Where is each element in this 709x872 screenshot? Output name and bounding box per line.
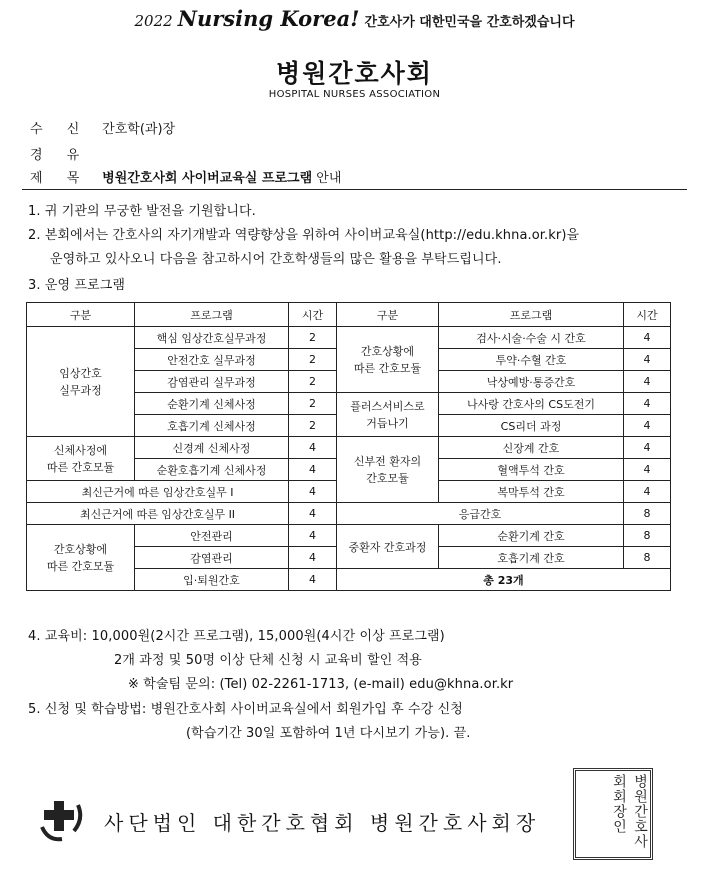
banner-slogan: 간호사가 대한민국을 간호하겠습니다 xyxy=(364,15,575,30)
hours-cell: 4 xyxy=(624,437,671,459)
paragraph-2b: 운영하고 있사오니 다음을 참고하시어 간호학생들의 많은 활용을 부탁드립니다. xyxy=(50,252,502,267)
program-cell: 안전간호 실무과정 xyxy=(135,349,289,371)
program-cell: 투약·수혈 간호 xyxy=(439,349,624,371)
table-row xyxy=(27,437,671,459)
paragraph-1: 1. 귀 기관의 무궁한 발전을 기원합니다. xyxy=(28,204,256,219)
recipient-label: 수 신 xyxy=(30,122,90,137)
association-logo-icon xyxy=(38,797,84,843)
category-cell: 플러스서비스로 거듭나기 xyxy=(337,393,439,437)
paragraph-3: 3. 운영 프로그램 xyxy=(28,278,126,293)
header-hours: 시간 xyxy=(624,303,671,327)
header-category: 구분 xyxy=(27,303,135,327)
hours-cell: 8 xyxy=(624,503,671,525)
via-row xyxy=(30,144,98,163)
program-cell: 감염관리 실무과정 xyxy=(135,371,289,393)
program-cell: 신경계 신체사정 xyxy=(135,437,289,459)
banner-script: Nursing Korea! xyxy=(177,6,360,31)
hours-cell: 4 xyxy=(289,547,337,569)
program-cell: 신장계 간호 xyxy=(439,437,624,459)
table-header-row xyxy=(27,303,671,327)
hours-cell: 4 xyxy=(624,327,671,349)
apply-line-2: (학습기간 30일 포함하여 1년 다시보기 가능). 끝. xyxy=(186,726,471,741)
program-cell: 응급간호 xyxy=(337,503,624,525)
slogan-banner xyxy=(0,6,709,31)
program-cell: CS리더 과정 xyxy=(439,415,624,437)
via-label: 경 유 xyxy=(30,148,90,163)
fee-line-3: ※ 학술팀 문의: (Tel) 02-2261-1713, (e-mail) edu@khna.or.kr xyxy=(128,677,514,692)
hours-cell: 4 xyxy=(624,481,671,503)
program-cell: 최신근거에 따른 임상간호실무 I xyxy=(27,481,289,503)
divider xyxy=(22,189,687,190)
banner-year: 2022 xyxy=(134,12,173,30)
header-program: 프로그램 xyxy=(439,303,624,327)
seal-text: 병원간호사회회장인 xyxy=(611,774,648,849)
fee-line-1: 4. 교육비: 10,000원(2시간 프로그램), 15,000원(4시간 이상 프로그램) xyxy=(28,629,445,644)
program-cell: 호흡기계 신체사정 xyxy=(135,415,289,437)
program-cell: 호흡기계 간호 xyxy=(439,547,624,569)
hours-cell: 4 xyxy=(289,437,337,459)
hours-cell: 4 xyxy=(289,569,337,591)
hours-cell: 4 xyxy=(289,481,337,503)
official-seal xyxy=(573,768,653,860)
category-cell: 중환자 간호과정 xyxy=(337,525,439,569)
org-english: HOSPITAL NURSES ASSOCIATION xyxy=(268,89,441,100)
program-cell: 핵심 임상간호실무과정 xyxy=(135,327,289,349)
category-cell: 임상간호 실무과정 xyxy=(27,327,135,437)
hours-cell: 8 xyxy=(624,525,671,547)
hours-cell: 4 xyxy=(289,525,337,547)
hours-cell: 4 xyxy=(624,371,671,393)
header-hours: 시간 xyxy=(289,303,337,327)
hours-cell: 4 xyxy=(624,349,671,371)
category-cell: 간호상황에 따른 간호모듈 xyxy=(337,327,439,393)
paragraph-2a: 2. 본회에서는 간호사의 자기개발과 역량향상을 위하여 사이버교육실(http://edu.khna.or.kr)을 xyxy=(28,228,580,243)
program-cell: 낙상예방·통증간호 xyxy=(439,371,624,393)
program-cell: 감염관리 xyxy=(135,547,289,569)
program-cell: 최신근거에 따른 임상간호실무 II xyxy=(27,503,289,525)
hours-cell: 4 xyxy=(624,393,671,415)
table-row xyxy=(27,503,671,525)
program-cell: 순환기계 간호 xyxy=(439,525,624,547)
header-category: 구분 xyxy=(337,303,439,327)
hours-cell: 2 xyxy=(289,415,337,437)
program-cell: 입·퇴원간호 xyxy=(135,569,289,591)
hours-cell: 2 xyxy=(289,371,337,393)
fee-line-2: 2개 과정 및 50명 이상 단체 신청 시 교육비 할인 적용 xyxy=(114,653,422,668)
table-row xyxy=(27,525,671,547)
program-cell: 순환기계 신체사정 xyxy=(135,393,289,415)
hours-cell: 4 xyxy=(289,503,337,525)
hours-cell: 4 xyxy=(624,415,671,437)
hours-cell: 2 xyxy=(289,393,337,415)
hours-cell: 2 xyxy=(289,349,337,371)
program-cell: 검사·시술·수술 시 간호 xyxy=(439,327,624,349)
total-cell: 총 23개 xyxy=(337,569,671,591)
program-cell: 안전관리 xyxy=(135,525,289,547)
header-program: 프로그램 xyxy=(135,303,289,327)
recipient-row xyxy=(30,118,175,137)
program-cell: 나사랑 간호사의 CS도전기 xyxy=(439,393,624,415)
program-cell: 혈액투석 간호 xyxy=(439,459,624,481)
org-title: 병원간호사회 xyxy=(276,59,433,88)
recipient-value: 간호학(과)장 xyxy=(102,122,176,137)
category-cell: 신부전 환자의 간호모듈 xyxy=(337,437,439,503)
program-table xyxy=(26,302,671,591)
hours-cell: 2 xyxy=(289,327,337,349)
category-cell: 신체사정에 따른 간호모듈 xyxy=(27,437,135,481)
hours-cell: 8 xyxy=(624,547,671,569)
closing-signature: 사단법인 대한간호협회 병원간호사회장 xyxy=(104,811,541,835)
table-row xyxy=(27,327,671,349)
subject-label: 제 목 xyxy=(30,171,90,186)
category-cell: 간호상황에 따른 간호모듈 xyxy=(27,525,135,591)
hours-cell: 4 xyxy=(289,459,337,481)
apply-line-1: 5. 신청 및 학습방법: 병원간호사회 사이버교육실에서 회원가입 후 수강 신청 xyxy=(28,702,463,717)
hours-cell: 4 xyxy=(624,459,671,481)
program-cell: 복막투석 간호 xyxy=(439,481,624,503)
program-cell: 순환호흡기계 신체사정 xyxy=(135,459,289,481)
subject-bold: 병원간호사회 사이버교육실 프로그램 xyxy=(102,171,313,186)
subject-tail: 안내 xyxy=(312,171,342,186)
subject-row xyxy=(30,167,341,186)
